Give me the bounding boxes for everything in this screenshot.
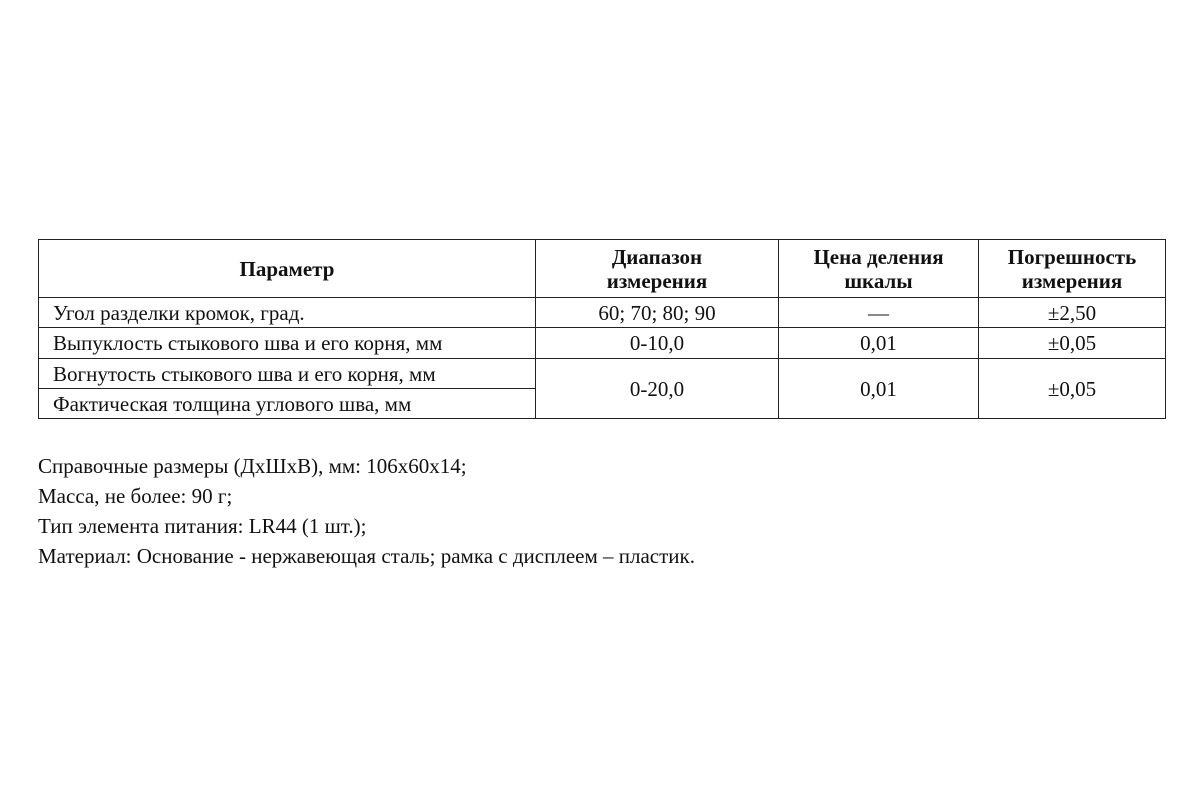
header-range-line2: измерения [606,268,708,293]
cell-param: Фактическая толщина углового шва, мм [39,389,536,419]
cell-error: ±2,50 [979,298,1166,328]
header-param [39,240,536,298]
table-header-row [39,240,1166,298]
cell-param: Выпуклость стыкового шва и его корня, мм [39,328,536,359]
table-row [39,328,1166,359]
header-error-line1: Погрешность [1007,244,1137,269]
cell-param: Вогнутость стыкового шва и его корня, мм [39,359,536,389]
cell-range: 60; 70; 80; 90 [536,298,779,328]
note-dimensions: Справочные размеры (ДхШхВ), мм: 106х60х14; [38,454,467,478]
cell-division: 0,01 [779,359,979,419]
cell-error: ±0,05 [979,359,1166,419]
cell-range: 0-10,0 [536,328,779,359]
specifications-table [38,239,1166,419]
header-division [779,240,979,298]
table-row [39,359,1166,389]
specification-notes [38,451,695,571]
header-param-label: Параметр [239,256,335,281]
cell-division: 0,01 [779,328,979,359]
header-range-line1: Диапазон [611,244,703,269]
header-division-line1: Цена деления [813,244,944,269]
header-error-line2: измерения [1021,268,1123,293]
note-battery: Тип элемента питания: LR44 (1 шт.); [38,514,367,538]
table-row [39,298,1166,328]
header-range [536,240,779,298]
note-material: Материал: Основание - нержавеющая сталь; рамка с дисплеем – пластик. [38,544,695,568]
header-division-line2: шкалы [844,268,913,293]
cell-error: ±0,05 [979,328,1166,359]
header-error [979,240,1166,298]
cell-range: 0-20,0 [536,359,779,419]
cell-division: — [779,298,979,328]
cell-param: Угол разделки кромок, град. [39,298,536,328]
note-mass: Масса, не более: 90 г; [38,484,233,508]
